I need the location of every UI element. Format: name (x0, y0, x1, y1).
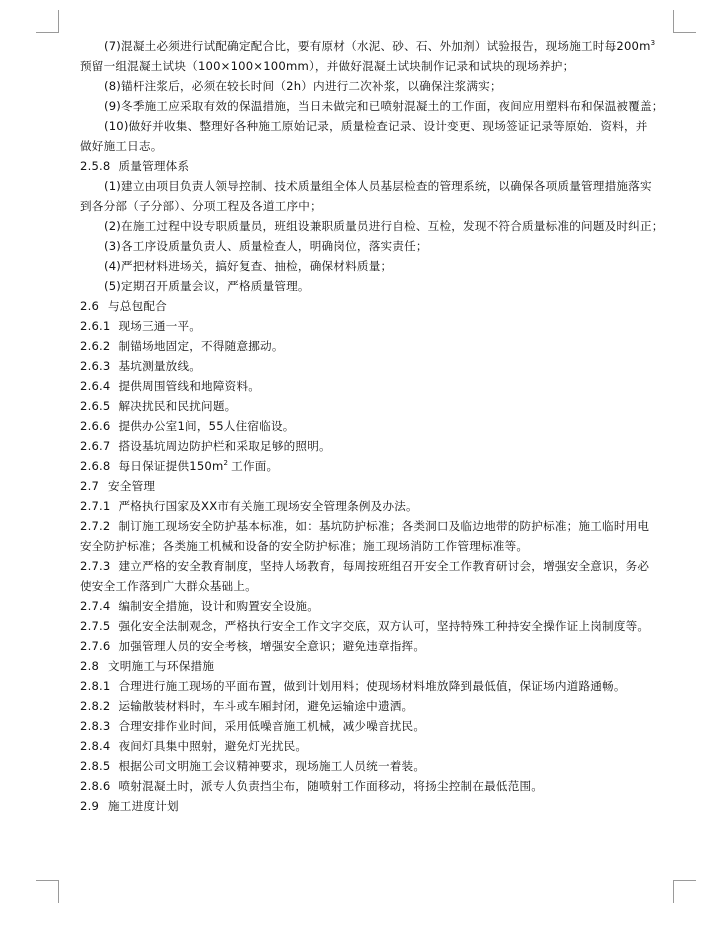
section-heading-line (80, 476, 686, 496)
section-heading-line (80, 676, 686, 696)
line-text: 质量管理体系 (118, 159, 190, 173)
text-line (80, 576, 686, 596)
section-number: 2.6.1 (80, 319, 111, 333)
section-number: 2.7.3 (80, 559, 111, 573)
line-text: 合理进行施工现场的平面布置，做到计划用料；使现场材料堆放降到最低值，保证场内道路通畅。 (118, 679, 626, 693)
section-number: 2.6.2 (80, 339, 111, 353)
text-line (80, 56, 686, 76)
line-text: 施工进度计划 (108, 799, 179, 813)
line-text: (4)严把材料进场关，搞好复查、抽检，确保材料质量； (104, 259, 393, 273)
text-line (80, 216, 686, 236)
section-number: 2.6.6 (80, 419, 111, 433)
line-text: 严格执行国家及XX市有关施工现场安全管理条例及办法。 (118, 499, 418, 513)
line-text: 每日保证提供150m (118, 459, 224, 473)
text-line (80, 176, 686, 196)
line-text: (5)定期召开质量会议，严格质量管理。 (104, 279, 310, 293)
line-text: 编制安全措施，设计和购置安全设施。 (118, 599, 319, 613)
section-number: 2.6.4 (80, 379, 111, 393)
line-text: 强化安全法制观念，严格执行安全工作文字交底，双方认可，坚持特殊工种持安全操作证上岗制度等。 (118, 619, 650, 633)
section-number: 2.8.6 (80, 779, 111, 793)
line-text-tail: 工作面。 (231, 459, 279, 473)
section-heading-line (80, 596, 686, 616)
section-heading-line (80, 696, 686, 716)
section-number: 2.8 (80, 659, 100, 673)
line-text: 与总包配合 (108, 299, 167, 313)
document-body (80, 36, 686, 816)
section-heading-line (80, 296, 686, 316)
line-text: 使安全工作落到广大群众基础上。 (80, 579, 257, 593)
text-line (80, 256, 686, 276)
line-text: 做好施工日志。 (80, 139, 163, 153)
crop-mark-top-left (36, 10, 59, 33)
crop-mark-bottom-right (673, 880, 696, 903)
line-text: (9)冬季施工应采取有效的保温措施，当日未做完和已喷射混凝土的工作面，夜间应用塑料布和保温被覆盖； (104, 99, 664, 113)
section-number: 2.8.2 (80, 699, 111, 713)
line-text: 运输散装材料时，车斗或车厢封闭，避免运输途中遗洒。 (118, 699, 414, 713)
section-number: 2.7.4 (80, 599, 111, 613)
line-text: 制订施工现场安全防护基本标准，如：基坑防护标准；各类洞口及临边地带的防护标准；施工临时用电 (118, 519, 650, 533)
section-number: 2.6 (80, 299, 100, 313)
line-text: 现场三通一平。 (118, 319, 202, 333)
section-heading-line (80, 796, 686, 816)
text-line (80, 536, 686, 556)
section-number: 2.6.8 (80, 459, 111, 473)
line-text: 合理安排作业时间，采用低噪音施工机械，减少噪音扰民。 (118, 719, 426, 733)
line-text: 到各分部（子分部）、分项工程及各道工序中； (80, 199, 322, 213)
section-heading-line (80, 436, 686, 456)
section-heading-line (80, 776, 686, 796)
line-text: (3)各工序设质量负责人、质量检查人，明确岗位，落实责任； (104, 239, 428, 253)
section-heading-line (80, 456, 686, 476)
section-number: 2.8.1 (80, 679, 111, 693)
section-heading-line (80, 496, 686, 516)
line-text: (10)做好并收集、整理好各种施工原始记录，质量检查记录、设计变更、现场签证记录等原始．资料，并 (104, 119, 648, 133)
section-number: 2.9 (80, 799, 100, 813)
superscript-unit: 2 (223, 459, 229, 468)
section-number: 2.5.8 (80, 159, 111, 173)
section-number: 2.8.3 (80, 719, 111, 733)
line-text: 建立严格的安全教育制度，坚持人场教育，每周按班组召开安全工作教育研讨会，增强安全意识，务必 (118, 559, 650, 573)
line-text: (8)锚杆注浆后，必须在较长时间（2h）内进行二次补浆，以确保注浆满实； (104, 79, 502, 93)
line-text: 提供办公室1间，55人住宿临设。 (118, 419, 295, 433)
section-number: 2.8.5 (80, 759, 111, 773)
section-heading-line (80, 376, 686, 396)
line-text: 搭设基坑周边防护栏和采取足够的照明。 (118, 439, 331, 453)
text-line (80, 236, 686, 256)
text-line (80, 136, 686, 156)
crop-mark-bottom-left (36, 880, 59, 903)
section-number: 2.7.6 (80, 639, 111, 653)
text-line (80, 36, 686, 56)
superscript-unit: 3 (650, 39, 656, 48)
crop-mark-top-right (673, 10, 696, 33)
section-number: 2.7.2 (80, 519, 111, 533)
line-text: 基坑测量放线。 (118, 359, 202, 373)
line-text: 喷射混凝土时，派专人负责挡尘布，随喷射工作面移动，将扬尘控制在最低范围。 (118, 779, 544, 793)
section-heading-line (80, 556, 686, 576)
section-heading-line (80, 356, 686, 376)
section-heading-line (80, 656, 686, 676)
line-text: (2)在施工过程中设专职质量员，班组设兼职质量员进行自检、互检，发现不符合质量标准的问题及时纠正； (104, 219, 664, 233)
section-heading-line (80, 156, 686, 176)
section-number: 2.7.1 (80, 499, 111, 513)
line-text: 预留一组混凝土试块（100×100×100mm），并做好混凝土试块制作记录和试块的现场养护； (80, 59, 575, 73)
line-text: 提供周围管线和地障资料。 (118, 379, 261, 393)
section-heading-line (80, 516, 686, 536)
section-heading-line (80, 736, 686, 756)
section-heading-line (80, 756, 686, 776)
text-line (80, 116, 686, 136)
text-line (80, 196, 686, 216)
text-line (80, 96, 686, 116)
section-heading-line (80, 416, 686, 436)
section-heading-line (80, 396, 686, 416)
line-text: 安全管理 (108, 479, 156, 493)
line-text: 根据公司文明施工会议精神要求，现场施工人员统一着装。 (118, 759, 426, 773)
section-number: 2.6.3 (80, 359, 111, 373)
text-line (80, 276, 686, 296)
section-number: 2.6.5 (80, 399, 111, 413)
section-heading-line (80, 336, 686, 356)
line-text: (7)混凝土必须进行试配确定配合比，要有原材（水泥、砂、石、外加剂）试验报告，现场施工时每200m (104, 39, 651, 53)
section-number: 2.7 (80, 479, 100, 493)
line-text: (1)建立由项目负责人领导控制、技术质量组全体人员基层检查的管理系统，以确保各项质量管理措施落实 (104, 179, 652, 193)
section-heading-line (80, 636, 686, 656)
section-number: 2.6.7 (80, 439, 111, 453)
section-heading-line (80, 716, 686, 736)
line-text: 安全防护标准；各类施工机械和设备的安全防护标准；施工现场消防工作管理标准等。 (80, 539, 529, 553)
section-heading-line (80, 316, 686, 336)
line-text: 加强管理人员的安全考核，增强安全意识；避免违章指挥。 (118, 639, 426, 653)
line-text: 文明施工与环保措施 (108, 659, 215, 673)
section-number: 2.7.5 (80, 619, 111, 633)
line-text: 制锚场地固定，不得随意挪动。 (118, 339, 284, 353)
text-line (80, 76, 686, 96)
section-number: 2.8.4 (80, 739, 111, 753)
section-heading-line (80, 616, 686, 636)
line-text: 夜间灯具集中照射，避免灯光扰民。 (118, 739, 308, 753)
line-text: 解决扰民和民扰问题。 (118, 399, 237, 413)
